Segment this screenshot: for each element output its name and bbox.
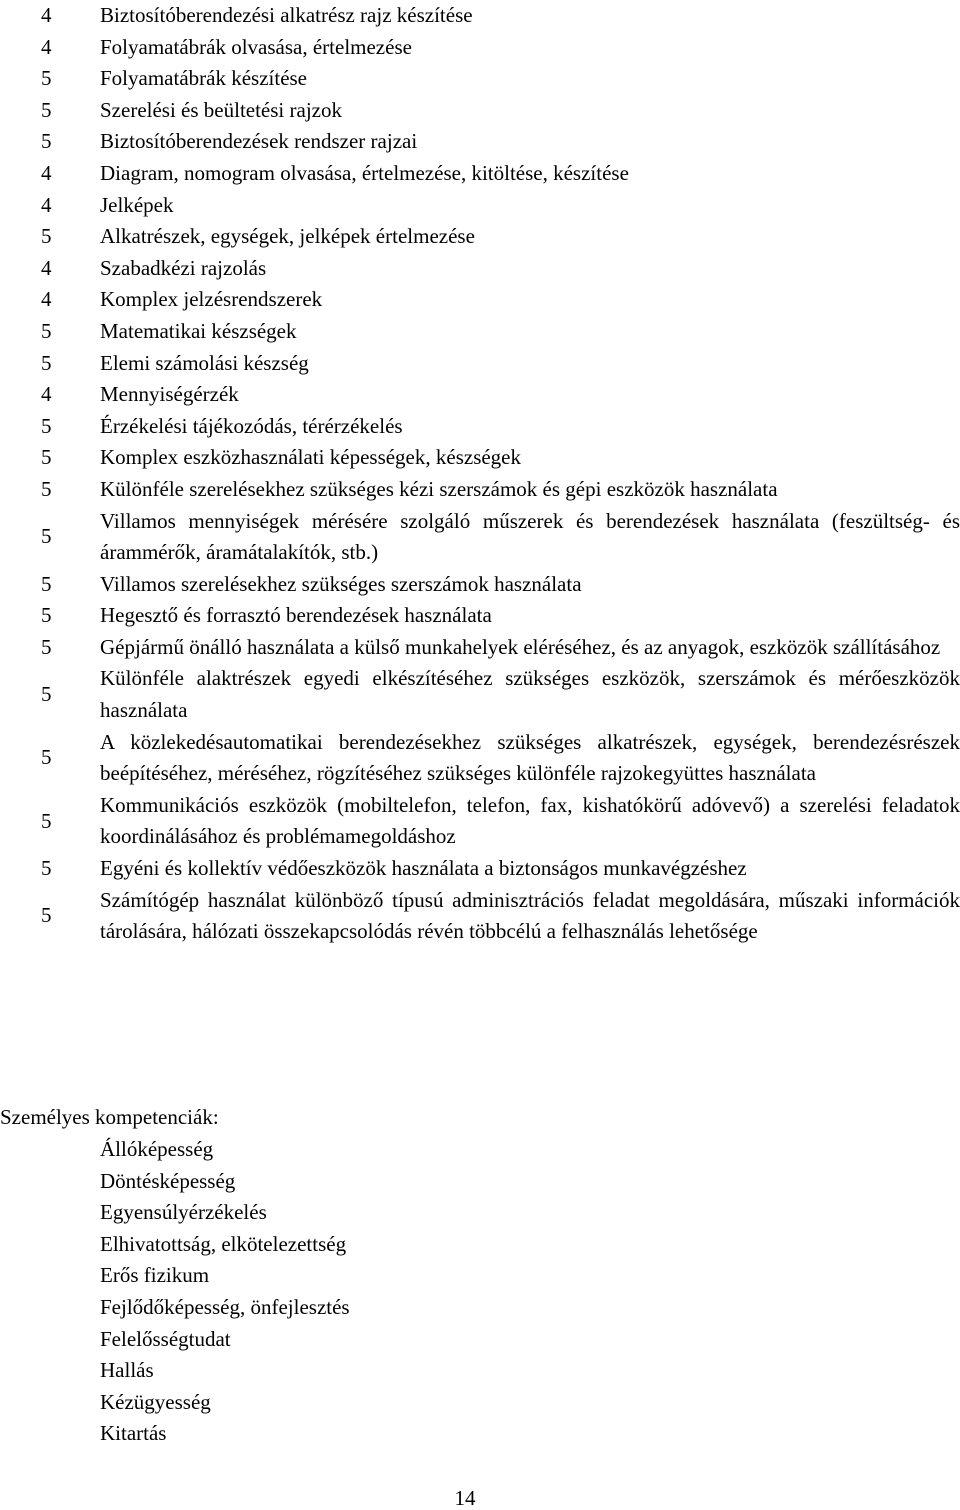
skill-text: Biztosítóberendezési alkatrész rajz készítése <box>100 3 473 27</box>
competence-item: Kézügyesség <box>100 1389 211 1414</box>
skill-row <box>0 158 960 190</box>
skill-text: Biztosítóberendezések rendszer rajzai <box>100 129 418 154</box>
skill-row <box>0 411 960 443</box>
skill-text: Komplex eszközhasználati képességek, készségek <box>100 445 522 470</box>
skill-level: 4 <box>41 192 52 217</box>
skill-text: Különféle alaktrészek egyedi elkészítéséhez szükséges eszközök, szerszámok és mérőeszközök használata <box>100 666 960 723</box>
skill-text: Matematikai készségek <box>100 318 297 343</box>
skill-level: 5 <box>41 66 52 91</box>
skill-text: Villamos szerelésekhez szükséges szerszámok használata <box>100 571 582 596</box>
skill-row <box>0 379 960 411</box>
skill-row <box>0 0 960 32</box>
competence-item: Kitartás <box>100 1421 167 1446</box>
competence-item: Hallás <box>100 1358 154 1383</box>
competence-item: Állóképesség <box>100 1137 214 1161</box>
skill-row <box>0 190 960 222</box>
skill-text: Számítógép használat különböző típusú adminisztrációs feladat megoldására, műszaki információk tárolására, hálózati összekapcsolódás révén többcélú a felhasználás lehetősége <box>100 887 960 944</box>
skill-level: 5 <box>41 856 52 881</box>
skill-level: 5 <box>41 745 52 770</box>
skill-row <box>0 126 960 158</box>
skill-text: Diagram, nomogram olvasása, értelmezése, kitöltése, készítése <box>100 160 629 185</box>
skill-row <box>0 316 960 348</box>
skill-row <box>0 221 960 253</box>
skill-level: 5 <box>41 524 52 549</box>
skill-text: Mennyiségérzék <box>100 382 239 407</box>
skill-level: 4 <box>41 255 52 280</box>
skill-level: 4 <box>41 3 52 27</box>
skill-level: 5 <box>41 682 52 707</box>
skill-row <box>0 442 960 474</box>
skill-text: A közlekedésautomatikai berendezésekhez szükséges alkatrészek, egységek, berendezésrészek beépítéséhez, méréséhez, rögzítéséhez szükséges különféle rajzokegyüttes használata <box>100 729 960 786</box>
skill-level: 5 <box>41 808 52 833</box>
skill-level: 5 <box>41 350 52 375</box>
skill-row <box>0 95 960 127</box>
skill-row <box>0 569 960 601</box>
skill-row <box>0 790 960 853</box>
competence-item: Felelősségtudat <box>100 1326 231 1351</box>
skill-row <box>0 885 960 948</box>
skill-level: 5 <box>41 603 52 628</box>
skill-text: Jelképek <box>100 192 174 217</box>
skill-level: 5 <box>41 445 52 470</box>
skill-text: Érzékelési tájékozódás, térérzékelés <box>100 413 403 438</box>
skill-text: Hegesztő és forrasztó berendezések használata <box>100 603 492 628</box>
skill-row <box>0 727 960 790</box>
skill-row <box>0 853 960 885</box>
skill-row <box>0 506 960 569</box>
skill-text: Folyamatábrák készítése <box>100 66 308 91</box>
skill-row <box>0 253 960 285</box>
personal-competences-list <box>100 1134 350 1450</box>
competence-item: Egyensúlyérzékelés <box>100 1200 267 1225</box>
page-number: 14 <box>454 1486 476 1510</box>
skill-level: 5 <box>41 634 52 659</box>
skill-row <box>0 632 960 664</box>
skill-row <box>0 663 960 726</box>
skill-level: 5 <box>41 97 52 122</box>
competence-item: Döntésképesség <box>100 1168 236 1193</box>
skill-text: Kommunikációs eszközök (mobiltelefon, telefon, fax, kishatókörű adóvevő) a szerelési feladatok koordinálásához és problémamegoldáshoz <box>100 792 960 849</box>
skill-level: 5 <box>41 903 52 928</box>
skill-text: Villamos mennyiségek mérésére szolgáló műszerek és berendezések használata (feszültség- és árammérők, áramátalakítók, stb.) <box>100 508 960 565</box>
skill-text: Különféle szerelésekhez szükséges kézi szerszámok és gépi eszközök használata <box>100 476 778 501</box>
skill-text: Gépjármű önálló használata a külső munkahelyek eléréséhez, és az anyagok, eszközök szállításához <box>100 634 941 659</box>
competence-item: Erős fizikum <box>100 1263 210 1288</box>
competence-item: Elhivatottság, elkötelezettség <box>100 1231 347 1256</box>
skill-text: Folyamatábrák olvasása, értelmezése <box>100 34 412 59</box>
skill-row <box>0 474 960 506</box>
skill-row <box>0 348 960 380</box>
skill-text: Egyéni és kollektív védőeszközök használata a biztonságos munkavégzéshez <box>100 856 747 881</box>
personal-competences-title: Személyes kompetenciák: <box>0 1105 219 1129</box>
skill-text: Elemi számolási készség <box>100 350 309 375</box>
skill-level: 4 <box>41 34 52 59</box>
skill-level: 4 <box>41 287 52 312</box>
skill-level: 4 <box>41 382 52 407</box>
skill-row <box>0 63 960 95</box>
skill-level: 4 <box>41 160 52 185</box>
skill-level: 5 <box>41 413 52 438</box>
skill-text: Szerelési és beültetési rajzok <box>100 97 342 122</box>
skill-level: 5 <box>41 476 52 501</box>
skill-row <box>0 32 960 64</box>
competence-item: Fejlődőképesség, önfejlesztés <box>100 1294 350 1319</box>
skill-text: Szabadkézi rajzolás <box>100 255 267 280</box>
skill-text: Komplex jelzésrendszerek <box>100 287 323 312</box>
skill-text: Alkatrészek, egységek, jelképek értelmezése <box>100 224 475 249</box>
skill-level: 5 <box>41 318 52 343</box>
skill-row <box>0 284 960 316</box>
skill-level: 5 <box>41 571 52 596</box>
skill-level: 5 <box>41 224 52 249</box>
skill-row <box>0 600 960 632</box>
skill-level: 5 <box>41 129 52 154</box>
